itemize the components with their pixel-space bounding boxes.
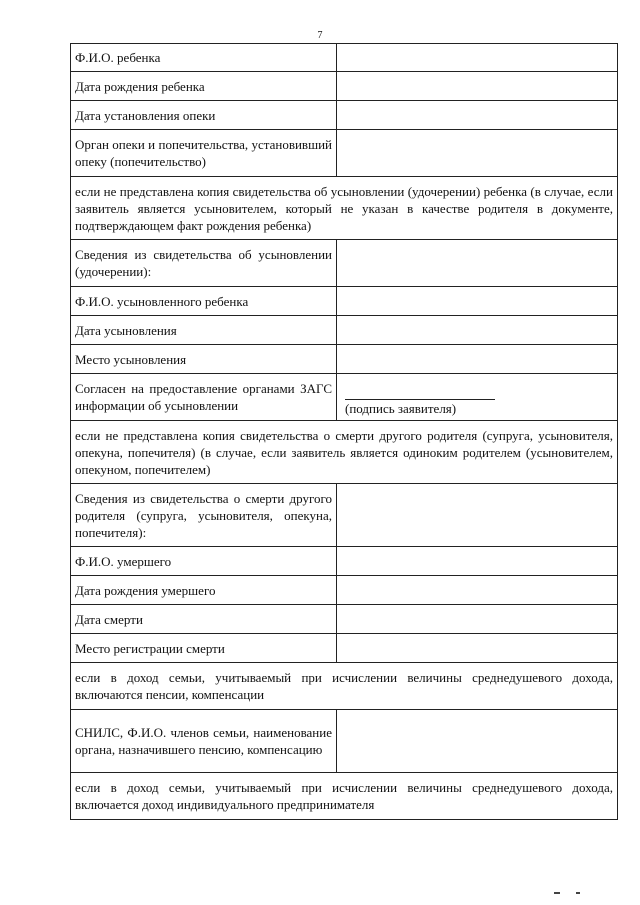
guardianship-date-label: Дата установления опеки bbox=[71, 101, 337, 130]
adoption-certificate-label: Сведения из свидетельства об усыновлении (удочерении): bbox=[71, 240, 337, 287]
entrepreneur-note: если в доход семьи, учитываемый при исчислении величины среднедушевого дохода, включается доход индивидуального предпринимателя bbox=[71, 773, 618, 820]
adoption-place-field[interactable] bbox=[337, 345, 618, 374]
table-row bbox=[71, 177, 618, 240]
table-row bbox=[71, 240, 618, 287]
table-row bbox=[71, 710, 618, 773]
child-birth-date-label: Дата рождения ребенка bbox=[71, 72, 337, 101]
table-row bbox=[71, 605, 618, 634]
child-name-field[interactable] bbox=[337, 44, 618, 72]
deceased-birth-date-label: Дата рождения умершего bbox=[71, 576, 337, 605]
death-certificate-label: Сведения из свидетельства о смерти другого родителя (супруга, усыновителя, опекуна, попечителя): bbox=[71, 484, 337, 547]
guardianship-authority-field[interactable] bbox=[337, 130, 618, 177]
table-row bbox=[71, 547, 618, 576]
adoption-date-label: Дата усыновления bbox=[71, 316, 337, 345]
pension-note: если в доход семьи, учитываемый при исчислении величины среднедушевого дохода, включаются пенсии, компенсации bbox=[71, 663, 618, 710]
guardianship-date-field[interactable] bbox=[337, 101, 618, 130]
adopted-child-name-field[interactable] bbox=[337, 287, 618, 316]
adoption-note: если не представлена копия свидетельства об усыновлении (удочерении) ребенка (в случае, если заявитель является усыновителем, который не указан в качестве родителя в документе, подтверждающем факт рождения ребенка) bbox=[71, 177, 618, 240]
scan-mark bbox=[576, 892, 580, 894]
adopted-child-name-label: Ф.И.О. усыновленного ребенка bbox=[71, 287, 337, 316]
table-row bbox=[71, 316, 618, 345]
deceased-name-field[interactable] bbox=[337, 547, 618, 576]
signature-line[interactable] bbox=[345, 383, 495, 400]
zags-consent-signature-cell bbox=[337, 374, 618, 421]
table-row bbox=[71, 484, 618, 547]
table-row bbox=[71, 44, 618, 72]
table-row bbox=[71, 576, 618, 605]
page-number: 7 bbox=[317, 30, 323, 41]
death-registration-place-label: Место регистрации смерти bbox=[71, 634, 337, 663]
application-form-table bbox=[70, 43, 618, 820]
table-row bbox=[71, 773, 618, 820]
guardianship-authority-label: Орган опеки и попечительства, установивший опеку (попечительство) bbox=[71, 130, 337, 177]
snils-info-field[interactable] bbox=[337, 710, 618, 773]
snils-info-label: СНИЛС, Ф.И.О. членов семьи, наименование органа, назначившего пенсию, компенсацию bbox=[71, 710, 337, 773]
table-row bbox=[71, 345, 618, 374]
signature-caption: (подпись заявителя) bbox=[345, 401, 457, 416]
deceased-birth-date-field[interactable] bbox=[337, 576, 618, 605]
table-row bbox=[71, 374, 618, 421]
table-row bbox=[71, 101, 618, 130]
scan-mark bbox=[554, 892, 560, 894]
table-row bbox=[71, 287, 618, 316]
table-row bbox=[71, 663, 618, 710]
death-certificate-field[interactable] bbox=[337, 484, 618, 547]
table-row bbox=[71, 421, 618, 484]
child-name-label: Ф.И.О. ребенка bbox=[71, 44, 337, 72]
deceased-name-label: Ф.И.О. умершего bbox=[71, 547, 337, 576]
death-date-field[interactable] bbox=[337, 605, 618, 634]
adoption-place-label: Место усыновления bbox=[71, 345, 337, 374]
table-row bbox=[71, 634, 618, 663]
zags-consent-label: Согласен на предоставление органами ЗАГС информации об усыновлении bbox=[71, 374, 337, 421]
table-row bbox=[71, 130, 618, 177]
adoption-certificate-field[interactable] bbox=[337, 240, 618, 287]
table-row bbox=[71, 72, 618, 101]
death-registration-place-field[interactable] bbox=[337, 634, 618, 663]
adoption-date-field[interactable] bbox=[337, 316, 618, 345]
child-birth-date-field[interactable] bbox=[337, 72, 618, 101]
death-date-label: Дата смерти bbox=[71, 605, 337, 634]
death-note: если не представлена копия свидетельства о смерти другого родителя (супруга, усыновителя, опекуна, попечителя) (в случае, если заявитель является одиноким родителем (усыновителем, опекуном, попечителем) bbox=[71, 421, 618, 484]
